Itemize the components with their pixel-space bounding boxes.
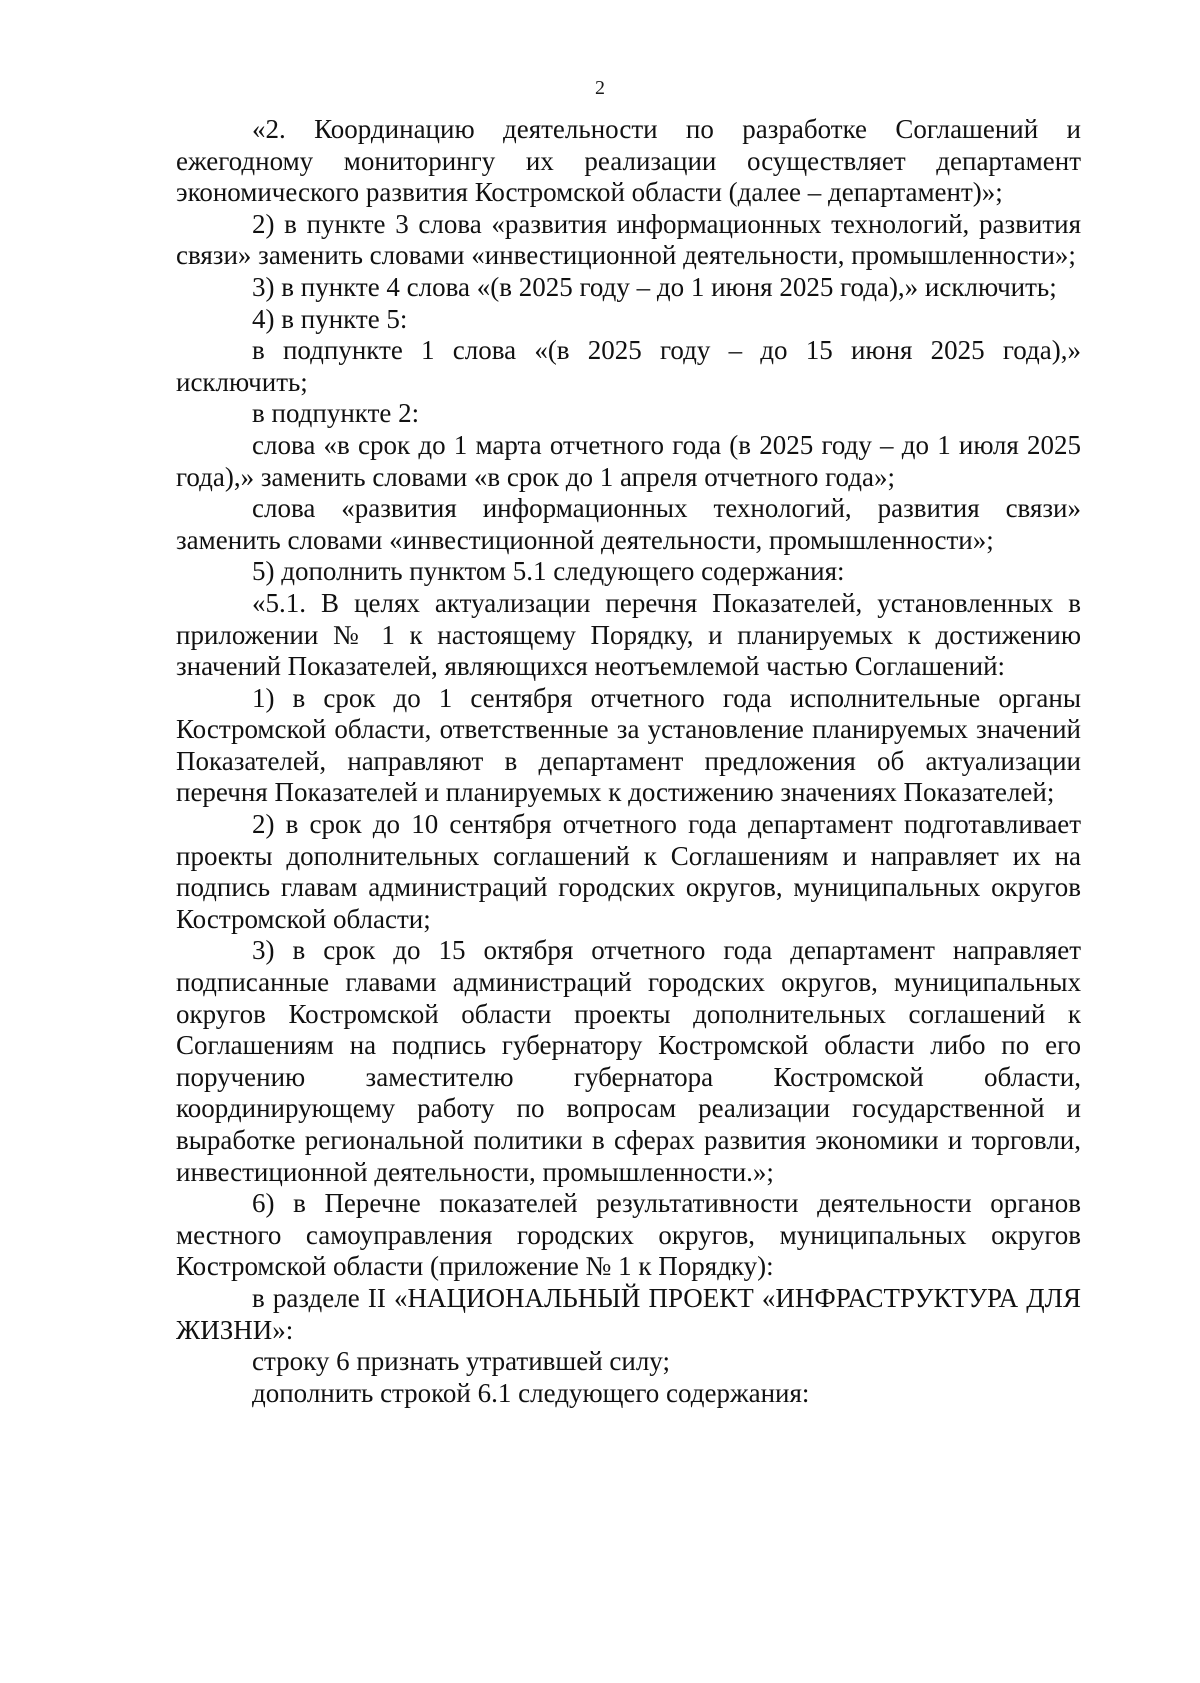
paragraph-row-6-void: строку 6 признать утратившей силу;	[252, 1346, 670, 1377]
paragraph-item-6: 6) в Перечне показателей результативности деятельности органов местного самоуправления городских округов, муниципальных округов Костромской области (приложение № 1 к Порядку):	[176, 1188, 1081, 1282]
paragraph-section-2: в разделе II «НАЦИОНАЛЬНЫЙ ПРОЕКТ «ИНФРАСТРУКТУРА ДЛЯ ЖИЗНИ»:	[176, 1282, 1081, 1345]
paragraph-words-deadline: слова «в срок до 1 марта отчетного года (в 2025 году – до 1 июля 2025 года),» заменить словами «в срок до 1 апреля отчетного года»;	[176, 429, 1081, 492]
paragraph-row-6-1-add: дополнить строкой 6.1 следующего содержания:	[252, 1377, 810, 1408]
document-body	[176, 114, 1081, 1409]
paragraph-item-3: 3) в пункте 4 слова «(в 2025 году – до 1 июня 2025 года),» исключить;	[252, 271, 1057, 302]
page-number: 2	[595, 77, 605, 99]
paragraph-coordination: «2. Координацию деятельности по разработке Соглашений и ежегодному мониторингу их реализации осуществляет департамент экономического развития Костромской области (далее – департамент)»;	[176, 114, 1081, 208]
paragraph-5-1-step-2: 2) в срок до 10 сентября отчетного года департамент подготавливает проекты дополнительных соглашений к Соглашениям и направляет их на подпись главам администраций городских округов, муниципальных округов Костромской области;	[176, 809, 1081, 934]
paragraph-item-2: 2) в пункте 3 слова «развития информационных технологий, развития связи» заменить словами «инвестиционной деятельности, промышленности»;	[176, 208, 1081, 271]
paragraph-5-1-intro: «5.1. В целях актуализации перечня Показателей, установленных в приложении № 1 к настоящему Порядку, и планируемых к достижению значений Показателей, являющихся неотъемлемой частью Соглашений:	[176, 587, 1081, 682]
paragraph-item-4: 4) в пункте 5:	[252, 303, 408, 334]
paragraph-5-1-step-1: 1) в срок до 1 сентября отчетного года исполнительные органы Костромской области, ответственные за установление планируемых значений Показателей, направляют в департамент предложения об актуализации перечня Показателей и планируемых к достижению значениях Показателей;	[176, 682, 1081, 808]
paragraph-item-5: 5) дополнить пунктом 5.1 следующего содержания:	[252, 556, 845, 587]
paragraph-subitem-2: в подпункте 2:	[252, 398, 420, 429]
paragraph-subitem-1: в подпункте 1 слова «(в 2025 году – до 15 июня 2025 года),» исключить;	[176, 335, 1081, 397]
paragraph-5-1-step-3: 3) в срок до 15 октября отчетного года департамент направляет подписанные главами администраций городских округов, муниципальных округов Костромской области проекты дополнительных соглашений к Соглашениям на подпись губернатору Костромской области либо по его поручению заместителю губернатора Костромской области, координирующему работу по вопросам реализации государственной и выработке региональной политики в сферах развития экономики и торговли, инвестиционной деятельности, промышленности.»;	[176, 935, 1081, 1187]
paragraph-words-replace: слова «развития информационных технологий, развития связи» заменить словами «инвестиционной деятельности, промышленности»;	[176, 493, 1081, 555]
